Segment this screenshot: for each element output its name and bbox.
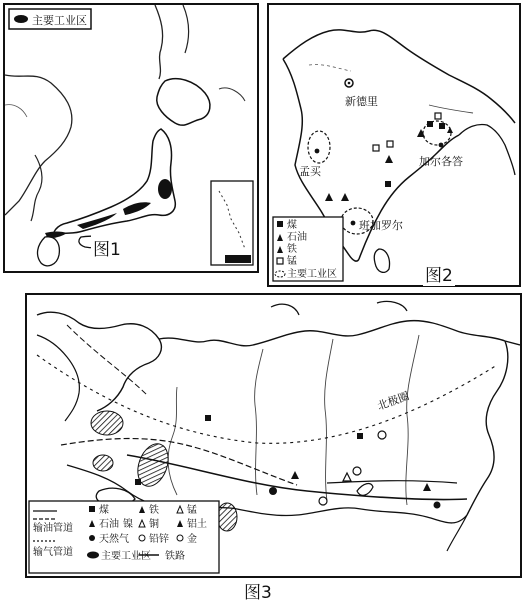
iron-symbol (325, 193, 333, 201)
korea-coast (31, 155, 42, 221)
legend-iron-label: 铁 (287, 244, 297, 255)
gold-symbol (319, 497, 327, 505)
yenisei-river (325, 339, 333, 501)
manganese-symbol (387, 141, 393, 147)
iron-symbol (341, 193, 349, 201)
map2-caption: 图2 (423, 261, 455, 286)
gold-symbol (353, 467, 361, 475)
city-label-bangalore: 班加罗尔 (359, 219, 403, 232)
coal-symbol (205, 415, 211, 421)
legend-gold-label: 金 (187, 534, 197, 545)
city-label-kolkata: 加尔各答 (419, 155, 463, 168)
nepal-border (429, 105, 473, 113)
legend-lead-zinc-label: 铅锌 (149, 534, 169, 545)
iron-symbol (291, 471, 299, 479)
legend-bauxite-label: 铝土 (187, 519, 207, 530)
severnaya-zemlya (377, 301, 407, 311)
hokkaido-island (157, 79, 210, 126)
kolkata-marker (439, 143, 444, 148)
legend-manganese-label: 锰 (187, 505, 197, 516)
legend-gas-pipeline-label: 输气管道 (33, 547, 73, 558)
iron-symbol (385, 155, 393, 163)
city-label-new-delhi: 新德里 (345, 95, 378, 108)
legend-manganese-icon (277, 258, 283, 264)
iron-symbol (423, 483, 431, 491)
northwest-coast (37, 312, 161, 411)
inset-scale-bar (225, 255, 251, 263)
map1-panel (3, 3, 259, 273)
iron-symbol (417, 129, 425, 137)
arctic-circle-label: 北极圈 (375, 389, 412, 413)
border-line (5, 105, 27, 117)
mumbai-marker (315, 149, 320, 154)
legend-gold-icon (177, 535, 183, 541)
industrial-zone-legend-icon (14, 15, 28, 23)
coal-symbol (439, 123, 445, 129)
legend-oil-pipeline-label: 输油管道 (33, 523, 73, 534)
volga-river (168, 387, 177, 495)
northeast-border (459, 124, 515, 175)
legend-industrial-zone-label: 主要工业区 (287, 269, 337, 280)
india-east-coast (359, 135, 459, 259)
legend-coal-label: 煤 (287, 220, 297, 231)
map3-panel (25, 293, 522, 578)
keihin-industrial-zone (158, 179, 172, 199)
legend-gas-icon (89, 535, 95, 541)
map1-legend-label: 主要工业区 (32, 14, 87, 27)
legend-industrial-zone-icon (87, 552, 99, 559)
legend-oil-label: 石油 (287, 232, 307, 243)
coal-symbol (357, 433, 363, 439)
map3-russia-map (27, 295, 520, 576)
sakhalin-outline (155, 5, 163, 79)
arctic-coastline (159, 321, 520, 346)
copper-symbol (343, 473, 351, 481)
moscow-industrial-zone (91, 411, 123, 435)
legend-iron-label: 铁 (149, 505, 159, 516)
capital-dot (348, 82, 351, 85)
bangalore-marker (351, 221, 356, 226)
legend-coal-label: 煤 (99, 505, 109, 516)
india-northern-border (283, 30, 515, 123)
map2-india-map (269, 5, 519, 285)
internal-border (309, 65, 351, 71)
map3-caption: 图3 (242, 578, 274, 603)
legend-gas-label: 天然气 (99, 534, 129, 545)
legend-railway-label: 铁路 (165, 551, 185, 562)
lake-baikal (357, 484, 373, 496)
legend-manganese-label: 锰 (287, 256, 297, 267)
sri-lanka-island (374, 249, 389, 272)
coal-symbol (385, 181, 391, 187)
oil-gas-symbol (269, 487, 277, 495)
lena-river (406, 335, 419, 505)
city-label-mumbai: 孟买 (299, 165, 321, 178)
manganese-symbol (435, 113, 441, 119)
legend-oil-label: 石油 (99, 519, 119, 530)
kitakyushu-industrial-zone (45, 232, 67, 238)
manganese-symbol (373, 145, 379, 151)
coal-symbol (427, 121, 433, 127)
map2-panel (267, 3, 521, 287)
map1-caption: 图1 (91, 235, 123, 260)
legend-coal-icon (89, 506, 95, 512)
asia-coastline (5, 75, 72, 215)
gold-symbol (378, 431, 386, 439)
kuznetsk-industrial-zone (217, 503, 237, 531)
map1-japan-map (5, 5, 257, 271)
ryukyu-inset-box (211, 181, 253, 265)
legend-industrial-zone-label: 主要工业区 (101, 551, 151, 562)
legend-copper-label: 铜 (149, 519, 159, 530)
oil-symbol (447, 127, 453, 133)
legend-coal-icon (277, 221, 283, 227)
mumbai-industrial-zone (308, 131, 330, 163)
honshu-island (54, 129, 176, 237)
novaya-zemlya (271, 304, 299, 315)
kuril-islands (219, 88, 245, 101)
kyushu-island (38, 237, 60, 266)
pacific-coastline (467, 341, 508, 515)
legend-nickel-label: 镍 (123, 519, 133, 530)
far-east-coast (447, 515, 467, 551)
russia-coast (183, 5, 189, 53)
oil-gas-symbol (434, 502, 441, 509)
scandinavia-coast (37, 335, 79, 421)
ob-river (255, 349, 263, 495)
coal-symbol (135, 479, 141, 485)
legend-lead-zinc-icon (139, 535, 145, 541)
volga-industrial-zone (93, 455, 113, 471)
